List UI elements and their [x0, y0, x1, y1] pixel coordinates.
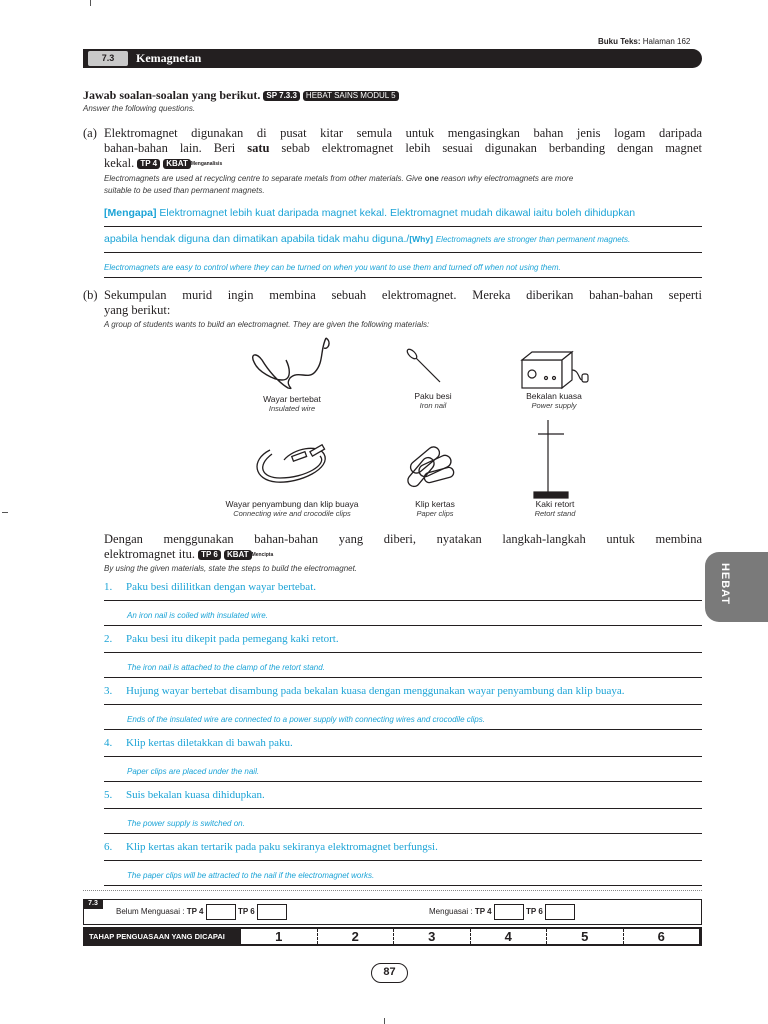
answer-line — [104, 625, 702, 626]
material-paper-clips: Klip kertas Paper clips — [415, 499, 455, 518]
question-b-en: A group of students wants to build an electromagnet. They are given the following materials: — [104, 320, 430, 329]
question-b-text: Sekumpulan murid ingin membina sebuah elektromagnet. Mereka diberikan bahan-bahan seperti yang berikut: — [104, 288, 702, 317]
question-a-letter: (a) — [83, 126, 97, 140]
answer-line — [104, 652, 702, 653]
instruction: Jawab soalan-soalan yang berikut. SP 7.3.3 HEBAT SAINS MODUL 5 — [83, 88, 399, 103]
mastery-menguasai: Menguasai : TP 4 TP 6 — [429, 904, 575, 920]
step-text: Paku besi itu dikepit pada pemegang kaki retort. — [126, 633, 339, 645]
answer-line — [104, 600, 702, 601]
answer-a-line3: Electromagnets are easy to control where they can be turned on when you want to use them and turned off when not using them. — [104, 263, 561, 272]
step-text: Paku besi dililitkan dengan wayar bertebat. — [126, 581, 316, 593]
tahap-levels-row — [240, 928, 700, 945]
textbook-reference: Buku Teks: Halaman 162 — [598, 37, 691, 46]
step-item — [104, 581, 316, 593]
belum-tp6-box[interactable] — [257, 904, 287, 920]
step-item — [104, 789, 265, 801]
question-b-subtext-en: By using the given materials, state the steps to build the electromagnet. — [104, 564, 358, 573]
side-tab-label: HEBAT — [719, 562, 731, 606]
step-number: 4. — [104, 737, 113, 749]
connecting-wire-icon — [257, 445, 325, 482]
paper-clips-icon — [405, 444, 454, 488]
answer-line — [104, 833, 702, 834]
step-text: Klip kertas akan tertarik pada paku sekiranya elektromagnet berfungsi. — [126, 841, 438, 853]
menguasai-tp4-box[interactable] — [494, 904, 524, 920]
step-number: 5. — [104, 789, 113, 801]
tahap-level-1[interactable]: 1 — [241, 929, 318, 944]
tag-modul: HEBAT SAINS MODUL 5 — [303, 91, 399, 101]
insulated-wire-icon — [253, 338, 329, 389]
menguasai-tp6-box[interactable] — [545, 904, 575, 920]
question-b-subtext: Dengan menggunakan bahan-bahan yang diberi, nyatakan langkah-langkah untuk membina elektromagnet itu. TP 6 KBAT Mencipta — [104, 532, 702, 561]
mastery-belum: Belum Menguasai : TP 4 TP 6 — [116, 904, 287, 920]
step-text: Hujung wayar bertebat disambung pada bekalan kuasa dengan menggunakan wayar penyambung dan klip buaya. — [126, 685, 625, 697]
question-a-text: Elektromagnet digunakan di pusat kitar semula untuk mengasingkan bahan jenis logam daripada bahan-bahan lain. Beri satu sebab elektromagnet lebih sesuai digunakan berbanding dengan magnet kekal. TP 4 KBAT Menganalisis — [104, 126, 702, 170]
step-item — [104, 841, 438, 853]
mastery-section-badge: 7.3 — [83, 899, 103, 909]
answer-line — [104, 860, 702, 861]
answer-line — [104, 781, 702, 782]
section-title: Kemagnetan — [136, 51, 202, 65]
step-text-en: The iron nail is attached to the clamp of the retort stand. — [127, 663, 325, 672]
answer-a-line2: apabila hendak diguna dan dimatikan apabila tidak mahu diguna./[Why] Electromagnets are stronger than permanent magnets. — [104, 233, 631, 245]
material-retort-stand: Kaki retort Retort stand — [534, 499, 576, 518]
instruction-en: Answer the following questions. — [83, 104, 196, 113]
tahap-level-6[interactable]: 6 — [657, 929, 665, 944]
material-power-supply: Bekalan kuasa Power supply — [526, 391, 582, 410]
material-iron-nail: Paku besi Iron nail — [414, 391, 452, 410]
materials-illustration — [240, 330, 610, 515]
answer-line — [104, 677, 702, 678]
step-item — [104, 737, 293, 749]
step-text-en: The power supply is switched on. — [127, 819, 245, 828]
step-text-en: The paper clips will be attracted to the nail if the electromagnet works. — [127, 871, 375, 880]
answer-line — [104, 226, 702, 227]
step-text: Klip kertas diletakkan di bawah paku. — [126, 737, 293, 749]
material-insulated-wire: Wayar bertebat Insulated wire — [263, 394, 321, 413]
step-number: 2. — [104, 633, 113, 645]
step-text: Suis bekalan kuasa dihidupkan. — [126, 789, 265, 801]
step-number: 6. — [104, 841, 113, 853]
page-number: 87 — [371, 963, 408, 983]
tag-tp6: TP 6 — [198, 550, 221, 560]
tag-kbat: KBAT — [224, 550, 252, 560]
tag-tp4: TP 4 — [137, 159, 160, 169]
question-b-letter: (b) — [83, 288, 98, 302]
answer-line — [104, 885, 702, 886]
dotted-divider — [83, 890, 702, 891]
retort-stand-icon — [534, 420, 568, 498]
step-text-en: Ends of the insulated wire are connected to a power supply with connecting wires and crocodile clips. — [127, 715, 485, 724]
step-number: 3. — [104, 685, 113, 697]
answer-line — [104, 277, 702, 278]
answer-a-line1: [Mengapa] Elektromagnet lebih kuat daripada magnet kekal. Elektromagnet mudah dikawal iaitu boleh dihidupkan — [104, 207, 636, 219]
side-tab — [705, 552, 768, 622]
belum-tp4-box[interactable] — [206, 904, 236, 920]
step-text-en: Paper clips are placed under the nail. — [127, 767, 260, 776]
tahap-level-2[interactable]: 2 — [318, 929, 395, 944]
tahap-level-3[interactable]: 3 — [394, 929, 471, 944]
tag-kbat: KBAT — [163, 159, 191, 169]
answer-line — [104, 756, 702, 757]
tag-sp: SP 7.3.3 — [263, 91, 300, 101]
tahap-level-5[interactable]: 5 — [547, 929, 624, 944]
step-number: 1. — [104, 581, 113, 593]
answer-line — [104, 252, 702, 253]
answer-line — [104, 704, 702, 705]
question-a-en: Electromagnets are used at recycling centre to separate metals from other materials. Give one reason why electromagnets are more suitable to be used than permanent magnets. — [104, 174, 574, 195]
answer-line — [104, 729, 702, 730]
power-supply-icon — [522, 352, 588, 388]
section-number-badge: 7.3 — [88, 51, 128, 66]
tahap-label: TAHAP PENGUASAAN YANG DICAPAI — [89, 932, 225, 941]
tahap-level-4[interactable]: 4 — [471, 929, 548, 944]
step-item — [104, 685, 625, 697]
step-item — [104, 633, 339, 645]
material-connecting-wire: Wayar penyambung dan klip buaya Connecting wire and crocodile clips — [225, 499, 359, 518]
iron-nail-icon — [406, 348, 440, 382]
step-text-en: An iron nail is coiled with insulated wire. — [127, 611, 268, 620]
answer-line — [104, 808, 702, 809]
